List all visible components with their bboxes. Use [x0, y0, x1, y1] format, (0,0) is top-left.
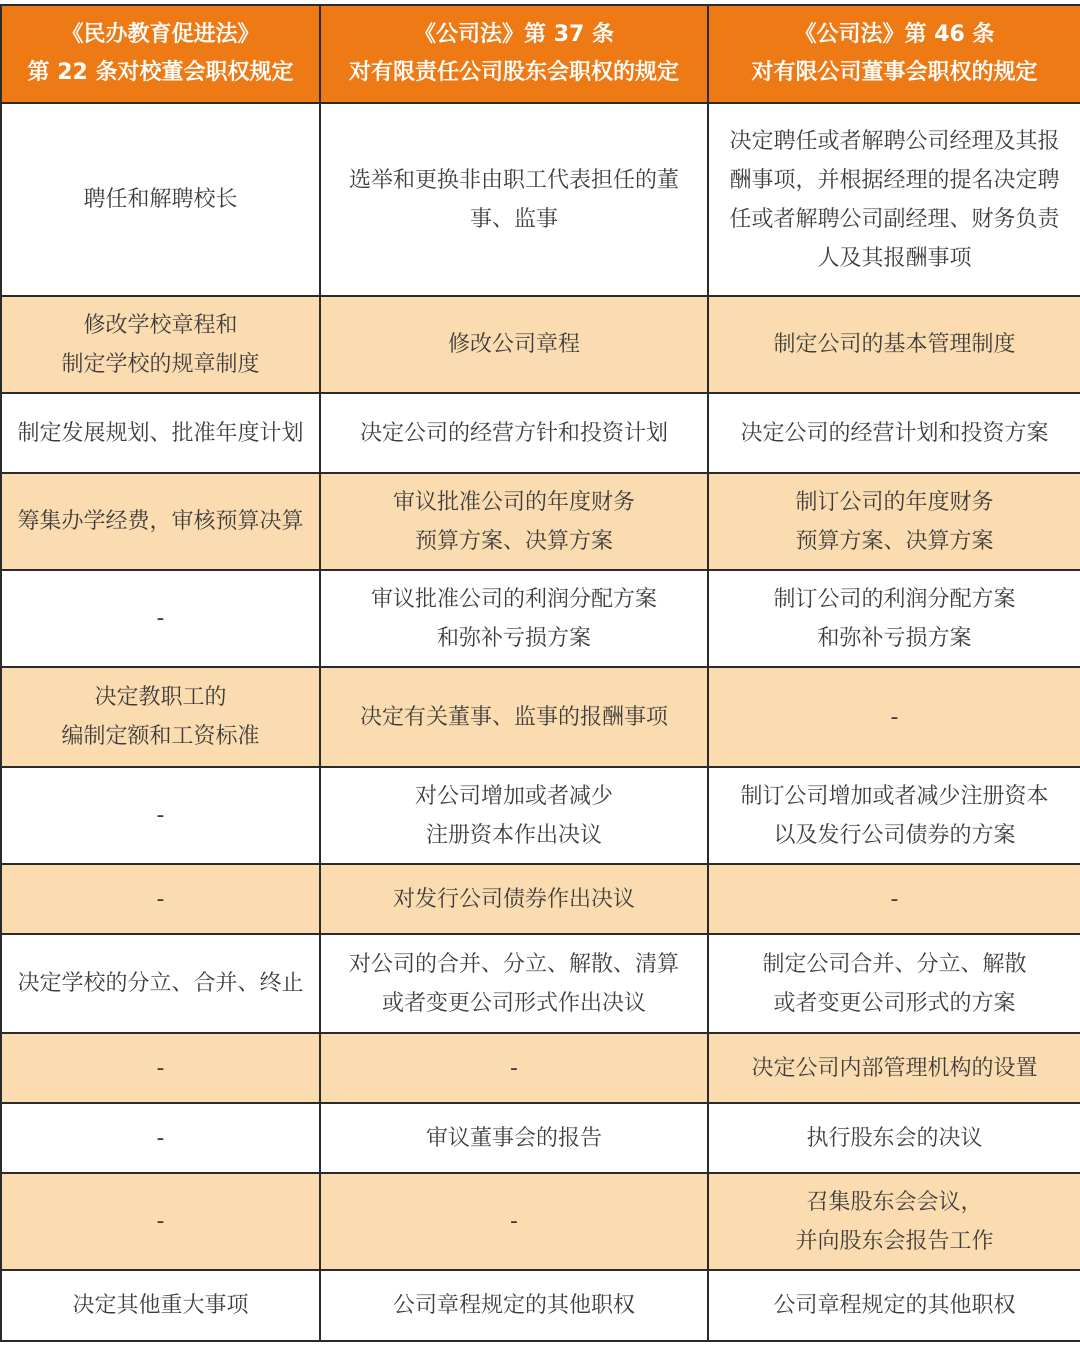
- school-board-power-cell: 决定教职工的 编制定额和工资标准: [1, 667, 320, 767]
- shareholders-meeting-power-cell: 决定有关董事、监事的报酬事项: [320, 667, 708, 767]
- school-board-power-cell: 聘任和解聘校长: [1, 103, 320, 296]
- powers-comparison-table: [0, 4, 1080, 1342]
- header-education-law: [1, 5, 320, 103]
- shareholders-meeting-power-cell: 审议批准公司的利润分配方案 和弥补亏损方案: [320, 570, 708, 667]
- header-company-law-46: [708, 5, 1080, 103]
- shareholders-meeting-power-cell: 决定公司的经营方针和投资计划: [320, 393, 708, 473]
- shareholders-meeting-power-cell: 对发行公司债券作出决议: [320, 864, 708, 934]
- table-row: [1, 103, 1080, 296]
- school-board-power-cell: 修改学校章程和 制定学校的规章制度: [1, 296, 320, 393]
- table-row: [1, 570, 1080, 667]
- shareholders-meeting-power-cell: 公司章程规定的其他职权: [320, 1270, 708, 1341]
- header-company-law-46-line-1: 《公司法》第 46 条: [794, 22, 995, 47]
- school-board-power-cell: 筹集办学经费，审核预算决算: [1, 473, 320, 570]
- table-row: [1, 934, 1080, 1033]
- table-row: [1, 1033, 1080, 1103]
- board-of-directors-power-cell: 执行股东会的决议: [708, 1103, 1080, 1173]
- school-board-power-cell: -: [1, 767, 320, 864]
- table-row: [1, 767, 1080, 864]
- board-of-directors-power-cell: 决定公司的经营计划和投资方案: [708, 393, 1080, 473]
- table-header: [1, 5, 1080, 103]
- school-board-power-cell: -: [1, 570, 320, 667]
- shareholders-meeting-power-cell: 审议批准公司的年度财务 预算方案、决算方案: [320, 473, 708, 570]
- shareholders-meeting-power-cell: -: [320, 1033, 708, 1103]
- board-of-directors-power-cell: 公司章程规定的其他职权: [708, 1270, 1080, 1341]
- header-company-law-37-line-1: 《公司法》第 37 条: [414, 22, 614, 47]
- school-board-power-cell: -: [1, 1033, 320, 1103]
- table-row: [1, 667, 1080, 767]
- table-row: [1, 393, 1080, 473]
- table-body: [1, 103, 1080, 1341]
- table-row: [1, 864, 1080, 934]
- header-company-law-46-line-2: 对有限公司董事会职权的规定: [751, 60, 1038, 85]
- table-row: [1, 473, 1080, 570]
- table-row: [1, 1103, 1080, 1173]
- header-row: [1, 5, 1080, 103]
- school-board-power-cell: 决定其他重大事项: [1, 1270, 320, 1341]
- table-row: [1, 1173, 1080, 1270]
- board-of-directors-power-cell: 制订公司增加或者减少注册资本 以及发行公司债券的方案: [708, 767, 1080, 864]
- header-company-law-37: [320, 5, 708, 103]
- header-education-law-line-1: 《民办教育促进法》: [61, 22, 260, 47]
- board-of-directors-power-cell: 制订公司的年度财务 预算方案、决算方案: [708, 473, 1080, 570]
- header-company-law-37-line-2: 对有限责任公司股东会职权的规定: [348, 60, 679, 85]
- shareholders-meeting-power-cell: 审议董事会的报告: [320, 1103, 708, 1173]
- school-board-power-cell: 决定学校的分立、合并、终止: [1, 934, 320, 1033]
- board-of-directors-power-cell: -: [708, 864, 1080, 934]
- shareholders-meeting-power-cell: 修改公司章程: [320, 296, 708, 393]
- board-of-directors-power-cell: 制订公司的利润分配方案 和弥补亏损方案: [708, 570, 1080, 667]
- school-board-power-cell: 制定发展规划、批准年度计划: [1, 393, 320, 473]
- school-board-power-cell: -: [1, 1103, 320, 1173]
- shareholders-meeting-power-cell: -: [320, 1173, 708, 1270]
- board-of-directors-power-cell: 决定公司内部管理机构的设置: [708, 1033, 1080, 1103]
- shareholders-meeting-power-cell: 选举和更换非由职工代表担任的董事、监事: [320, 103, 708, 296]
- board-of-directors-power-cell: -: [708, 667, 1080, 767]
- shareholders-meeting-power-cell: 对公司增加或者减少 注册资本作出决议: [320, 767, 708, 864]
- table-row: [1, 1270, 1080, 1341]
- board-of-directors-power-cell: 召集股东会会议， 并向股东会报告工作: [708, 1173, 1080, 1270]
- board-of-directors-power-cell: 制定公司的基本管理制度: [708, 296, 1080, 393]
- header-education-law-line-2: 第 22 条对校董会职权规定: [27, 60, 294, 85]
- school-board-power-cell: -: [1, 864, 320, 934]
- school-board-power-cell: -: [1, 1173, 320, 1270]
- board-of-directors-power-cell: 制定公司合并、分立、解散 或者变更公司形式的方案: [708, 934, 1080, 1033]
- table-row: [1, 296, 1080, 393]
- board-of-directors-power-cell: 决定聘任或者解聘公司经理及其报酬事项，并根据经理的提名决定聘任或者解聘公司副经理、财务负责人及其报酬事项: [708, 103, 1080, 296]
- shareholders-meeting-power-cell: 对公司的合并、分立、解散、清算 或者变更公司形式作出决议: [320, 934, 708, 1033]
